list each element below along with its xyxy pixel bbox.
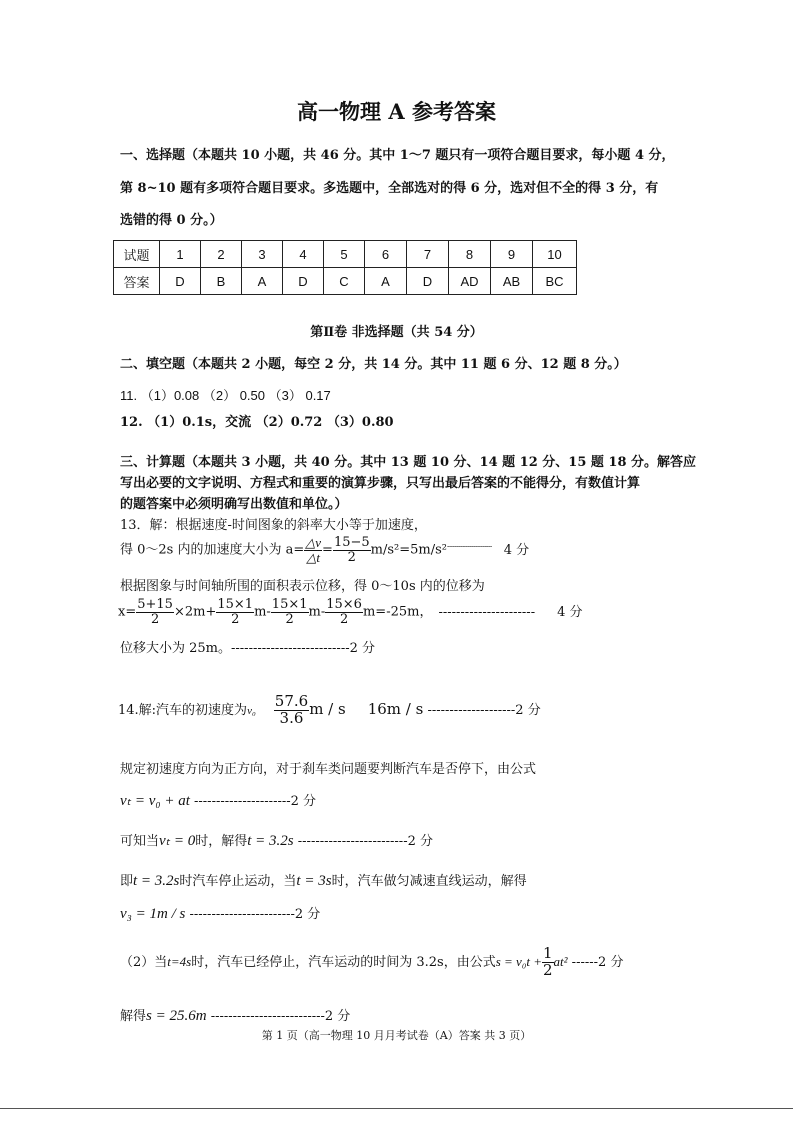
q13-line3: 根据图象与时间轴所围的面积表示位移，得 0～10s 内的位移为 [120, 579, 485, 594]
table-cell: AD [449, 268, 491, 295]
answer-q12: 12. （1）0.1s，交流 （2）0.72 （3）0.80 [120, 415, 394, 430]
q14-line2: 规定初速度方向为正方向，对于刹车类问题要判断汽车是否停下，由公式 [120, 762, 537, 777]
dash-leader: ------------------------ [447, 542, 492, 551]
text: （2）当 [120, 954, 168, 970]
q13-accel-prefix: 得 0～2s 内的加速度大小为 a= [120, 542, 305, 558]
q14-line1 [118, 694, 541, 727]
text: 即 [120, 874, 134, 889]
bottom-divider [0, 1108, 793, 1109]
table-cell: AB [491, 268, 533, 295]
equals-sign: = [322, 542, 333, 558]
formula: vₜ = 0 [159, 833, 196, 849]
v0-symbol: v₀ [247, 704, 256, 717]
fraction-denominator: 2 [285, 611, 294, 627]
part2-title: 第Ⅱ卷 非选择题（共 54 分） [310, 325, 483, 340]
table-header-cell: 试题 [114, 241, 160, 268]
value-text: 16m / s [367, 699, 424, 718]
dash-score: ------2 分 [567, 954, 624, 970]
score-label: 4 分 [557, 604, 583, 620]
sec2-header: 二、填空题（本题共 2 小题，每空 2 分，共 14 分。其中 11 题 6 分、12 题 8 分。） [120, 357, 627, 372]
table-cell: 4 [283, 241, 324, 268]
dash-score: --------------------2 分 [423, 702, 541, 718]
table-cell: 10 [533, 241, 577, 268]
q13-intro: 13．解：根据速度-时间图象的斜率大小等于加速度， [120, 518, 427, 533]
term-text: m- [308, 604, 326, 620]
fraction-denominator: 2 [339, 611, 349, 627]
formula: s = 25.6m [146, 1008, 207, 1024]
q13-accel-line [120, 536, 529, 564]
fraction [304, 536, 322, 564]
table-row-numbers [114, 241, 577, 268]
fraction [271, 598, 309, 626]
sec1-line2: 第 8~10 题有多项符合题目要求。多选题中，全部选对的得 6 分，选对但不全的得 3 分，有 [120, 181, 659, 196]
term-text: ×2m+ [173, 604, 217, 620]
fraction [216, 598, 254, 626]
table-cell: 5 [324, 241, 365, 268]
page-footer: 第 1 页（高一物理 10 月月考试卷（A）答案 共 3 页） [261, 1029, 532, 1042]
table-cell: D [160, 268, 201, 295]
sec1-line3: 选错的得 0 分。） [120, 213, 223, 228]
score-label: 4 分 [503, 542, 530, 558]
fraction-numerator: 15×1 [217, 597, 254, 612]
text: 解得 [120, 1009, 147, 1024]
q13-accel-result: m/s²=5m/s² [370, 542, 448, 558]
table-cell: BC [533, 268, 577, 295]
table-cell: 2 [201, 241, 242, 268]
fraction-numerator: 15−5 [333, 535, 370, 550]
sec3-line2: 写出必要的文字说明、方程式和重要的演算步骤，只写出最后答案的不能得分，有数值计算 [120, 476, 641, 491]
fraction-numerator: 5+15 [137, 597, 173, 612]
fraction-numerator: 15×6 [326, 597, 362, 612]
table-cell: 7 [407, 241, 449, 268]
fraction [333, 536, 371, 564]
dash-leader: ---------------------- [438, 604, 536, 620]
table-cell: D [283, 268, 324, 295]
table-cell: A [365, 268, 407, 295]
fraction-numerator: 57.6 [274, 692, 309, 710]
table-cell: 6 [365, 241, 407, 268]
q14-line7 [120, 946, 623, 979]
table-header-cell: 答案 [114, 268, 160, 295]
answer-q11: 11. （1）0.08 （2） 0.50 （3） 0.17 [120, 388, 331, 403]
fraction-numerator: △v [305, 535, 322, 550]
table-cell: A [242, 268, 283, 295]
text: 时汽车停止运动，当 [179, 874, 297, 889]
dash-score: -------------------------2 分 [293, 834, 433, 849]
q14-line8 [120, 1005, 350, 1025]
q13-displacement-line [118, 598, 583, 626]
formula: at² [553, 953, 568, 969]
text: 可知当 [120, 834, 160, 849]
text: 时，解得 [195, 834, 248, 849]
term-text: m- [254, 604, 271, 620]
table-cell: C [324, 268, 365, 295]
table-cell: 8 [449, 241, 491, 268]
fraction-denominator: 2 [150, 611, 160, 627]
dash-score: --------------------------2 分 [206, 1009, 351, 1024]
fraction-numerator: 15×1 [271, 597, 308, 612]
dash-score: ------------------------2 分 [185, 907, 321, 922]
fraction-numerator: 1 [542, 944, 553, 962]
table-cell: B [201, 268, 242, 295]
formula: t = 3s [296, 873, 332, 889]
table-cell: 9 [491, 241, 533, 268]
table-row-answers [114, 268, 577, 295]
table-cell: D [407, 268, 449, 295]
q14-prefix: 14.解:汽车的初速度为 [118, 702, 248, 718]
page-title: 高一物理 A 参考答案 [297, 99, 496, 124]
answer-table [113, 240, 577, 295]
q14-line5 [120, 870, 527, 890]
fraction [542, 946, 554, 979]
sec3-line3: 的题答案中必须明确写出数值和单位。） [120, 497, 348, 512]
fraction-denominator: 3.6 [279, 708, 304, 727]
fraction [274, 694, 309, 727]
formula: v₃ = 1m / s [120, 906, 186, 922]
formula: t=4s [167, 953, 192, 969]
q14-line3 [120, 790, 316, 810]
formula: t = 3.2s [247, 833, 294, 849]
fraction-denominator: 2 [231, 611, 240, 627]
q14-line6 [120, 903, 320, 923]
sec1-line1: 一、选择题（本题共 10 小题，共 46 分。其中 1～7 题只有一项符合题目要求，每小题 4 分， [120, 148, 675, 163]
fraction [325, 598, 363, 626]
fraction-denominator: 2 [542, 960, 553, 979]
fraction-denominator: △t [306, 549, 320, 565]
sec3-line1: 三、计算题（本题共 3 小题，共 40 分。其中 13 题 10 分、14 题 12 分、15 题 18 分。解答应 [120, 455, 697, 470]
formula: t = 3.2s [133, 873, 180, 889]
term-text: m=-25m， [362, 604, 433, 620]
fraction-denominator: 2 [347, 549, 356, 565]
fraction [136, 598, 174, 626]
formula: s = v₀t + [495, 953, 542, 969]
unit-text: m / s [309, 699, 346, 718]
dash-score: ----------------------2 分 [189, 794, 317, 809]
text: 时，汽车已经停止，汽车运动的时间为 3.2s，由公式 [191, 954, 496, 970]
table-cell: 1 [160, 241, 201, 268]
q14-line4 [120, 830, 433, 850]
table-cell: 3 [242, 241, 283, 268]
q13-line5: 位移大小为 25m。---------------------------2 分 [120, 641, 376, 656]
text: 时，汽车做匀减速直线运动，解得 [331, 874, 527, 889]
x-equals: x= [118, 604, 137, 620]
formula: vₜ = v₀ + at [120, 793, 190, 809]
